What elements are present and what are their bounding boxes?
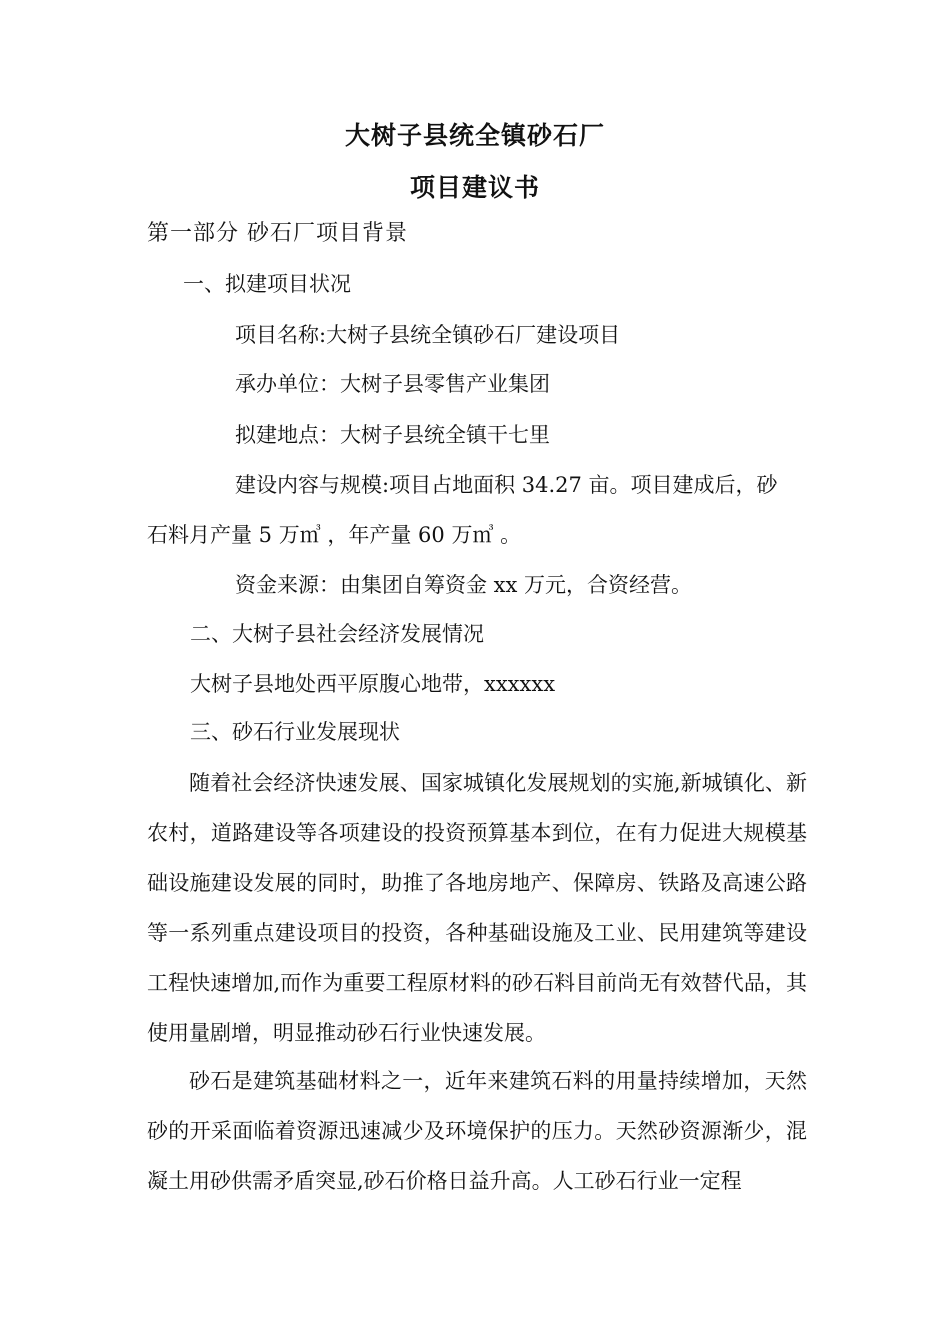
- project-name-line: 项目名称:大树子县统全镇砂石厂建设项目: [235, 323, 621, 347]
- scope-line-continued: 石料月产量 5 万㎥ ，年产量 60 万㎥ 。: [147, 523, 522, 547]
- body-paragraph: 砂石是建筑基础材料之一，近年来建筑石料的用量持续增加，天然砂的开采面临着资源迅速减少及环境保护的压力。天然砂资源渐少，混凝土用砂供需矛盾突显,砂石价格日益升高。人工砂石行业一定程: [147, 1069, 807, 1193]
- document-title: 大树子县统全镇砂石厂: [344, 121, 605, 150]
- scope-line: 建设内容与规模:项目占地面积 34.27 亩。项目建成后，砂: [235, 473, 778, 497]
- document-subtitle: 项目建议书: [409, 173, 540, 202]
- part-heading: 第一部分 砂石厂项目背景: [147, 221, 408, 246]
- section-text: 大树子县地处西平原腹心地带，xxxxxx: [190, 672, 556, 696]
- section-heading: 二、大树子县社会经济发展情况: [190, 622, 484, 646]
- funding-line: 资金来源：由集团自筹资金 xx 万元，合资经营。: [235, 573, 693, 597]
- section-heading: 一、拟建项目状况: [183, 272, 351, 296]
- body-paragraph: 随着社会经济快速发展、国家城镇化发展规划的实施,新城镇化、新农村，道路建设等各项建设的投资预算基本到位，在有力促进大规模基础设施建设发展的同时，助推了各地房地产、保障房、铁路及高速公路等一系列重点建设项目的投资，各种基础设施及工业、民用建筑等建设工程快速增加,而作为重要工程原材料的砂石料目前尚无有效替代品，其使用量剧增，明显推动砂石行业快速发展。: [147, 771, 807, 1045]
- location-line: 拟建地点：大树子县统全镇干七里: [235, 423, 550, 447]
- section-heading: 三、砂石行业发展现状: [190, 720, 400, 744]
- host-unit-line: 承办单位：大树子县零售产业集团: [235, 372, 550, 396]
